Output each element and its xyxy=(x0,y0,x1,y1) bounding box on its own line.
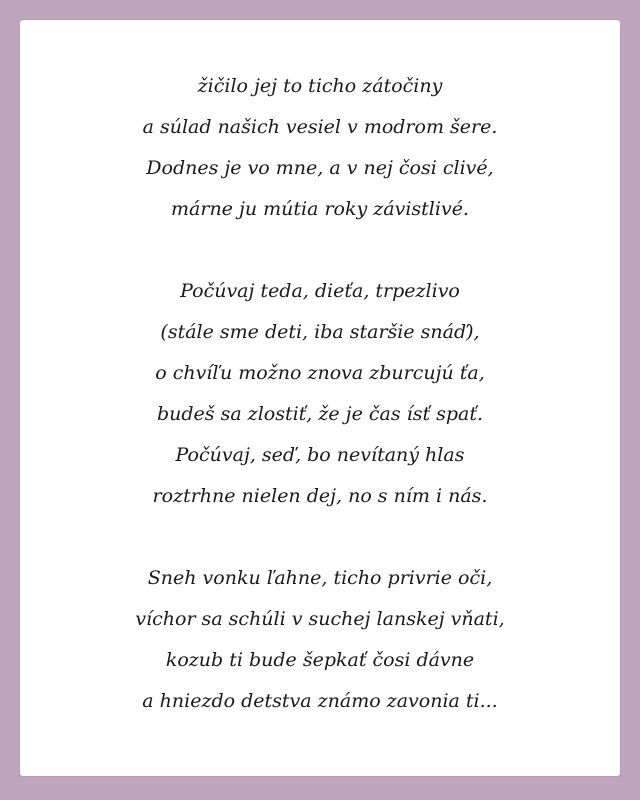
poem-line: Počúvaj teda, dieťa, trpezlivo xyxy=(180,280,460,302)
page-sheet xyxy=(20,20,620,776)
poem-line: kozub ti bude šepkať čosi dávne xyxy=(165,649,475,671)
stanza-1 xyxy=(20,66,620,230)
poem-line: a súlad našich vesiel v modrom šere. xyxy=(142,116,498,138)
poem-line: Sneh vonku ľahne, ticho privrie oči, xyxy=(147,567,493,589)
poem-line: víchor sa schúli v suchej lanskej vňati, xyxy=(135,608,505,630)
poem-line: márne ju mútia roky závistlivé. xyxy=(171,198,469,220)
stanza-gap xyxy=(20,230,620,271)
poem-line: Dodnes je vo mne, a v nej čosi clivé, xyxy=(146,157,494,179)
stanza-3 xyxy=(20,558,620,722)
poem-line: (stále sme deti, iba staršie snáď), xyxy=(160,321,480,343)
stanza-2 xyxy=(20,271,620,517)
poem-line: Počúvaj, seď, bo nevítaný hlas xyxy=(175,444,465,466)
stanza-gap xyxy=(20,517,620,558)
poem-line: žičilo jej to ticho zátočiny xyxy=(197,75,443,97)
poem-line: budeš sa zlostiť, že je čas ísť spať. xyxy=(156,403,484,425)
poem-line: o chvíľu možno znova zburcujú ťa, xyxy=(155,362,485,384)
poem-line: roztrhne nielen dej, no s ním i nás. xyxy=(152,485,488,507)
poem-line: a hniezdo detstva známo zavonia ti... xyxy=(142,690,498,712)
poem-text xyxy=(20,66,620,722)
